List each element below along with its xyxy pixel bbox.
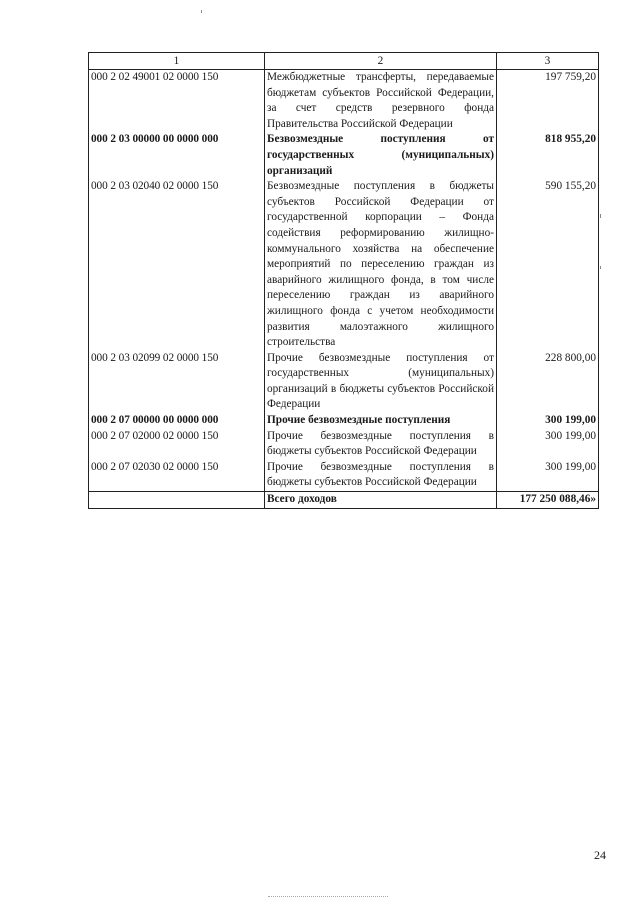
total-code <box>89 492 265 509</box>
total-amount: 177 250 088,46» <box>497 492 599 509</box>
scan-footer-mark <box>268 896 388 897</box>
total-label: Всего доходов <box>265 492 497 509</box>
table-row <box>89 429 599 460</box>
row-name: Безвозмездные поступления в бюджеты субъектов Российской Федерации от государственной корпорации – Фонда содействия реформированию жилищно-коммунального хозяйства на обеспечение мероприятий по переселению граждан из аварийного жилищного фонда, в том числе переселению граждан из аварийного жилищного фонда с учетом необходимости развития малоэтажного жилищного строительства <box>265 179 497 351</box>
row-name: Межбюджетные трансферты, передаваемые бюджетам субъектов Российской Федерации, за счет средств резервного фонда Правительства Российской Федерации <box>265 70 497 133</box>
scan-speck <box>600 266 601 269</box>
row-amount: 300 199,00 <box>497 460 599 492</box>
row-code: 000 2 07 02000 02 0000 150 <box>89 429 265 460</box>
row-amount: 228 800,00 <box>497 351 599 413</box>
table-row <box>89 132 599 179</box>
revenue-table <box>88 52 599 509</box>
row-name: Прочие безвозмездные поступления от государственных (муниципальных) организаций в бюджеты субъектов Российской Федерации <box>265 351 497 413</box>
row-amount: 300 199,00 <box>497 413 599 429</box>
row-amount: 590 155,20 <box>497 179 599 351</box>
row-name: Прочие безвозмездные поступления <box>265 413 497 429</box>
row-code: 000 2 07 00000 00 0000 000 <box>89 413 265 429</box>
table-row <box>89 351 599 413</box>
page-number: 24 <box>594 848 606 862</box>
row-code: 000 2 03 02040 02 0000 150 <box>89 179 265 351</box>
total-row <box>89 492 599 509</box>
row-name: Прочие безвозмездные поступления в бюджеты субъектов Российской Федерации <box>265 460 497 492</box>
table-row <box>89 460 599 492</box>
table-row <box>89 413 599 429</box>
row-code: 000 2 03 00000 00 0000 000 <box>89 132 265 179</box>
scan-speck <box>201 10 202 13</box>
column-header: 3 <box>497 53 599 70</box>
row-name: Прочие безвозмездные поступления в бюджеты субъектов Российской Федерации <box>265 429 497 460</box>
scan-speck <box>600 214 601 218</box>
row-amount: 197 759,20 <box>497 70 599 133</box>
column-header: 1 <box>89 53 265 70</box>
row-code: 000 2 03 02099 02 0000 150 <box>89 351 265 413</box>
table-header-row <box>89 53 599 70</box>
row-code: 000 2 02 49001 02 0000 150 <box>89 70 265 133</box>
column-header: 2 <box>265 53 497 70</box>
row-amount: 300 199,00 <box>497 429 599 460</box>
row-code: 000 2 07 02030 02 0000 150 <box>89 460 265 492</box>
row-amount: 818 955,20 <box>497 132 599 179</box>
table-row <box>89 70 599 133</box>
row-name: Безвозмездные поступления от государственных (муниципальных) организаций <box>265 132 497 179</box>
table-row <box>89 179 599 351</box>
